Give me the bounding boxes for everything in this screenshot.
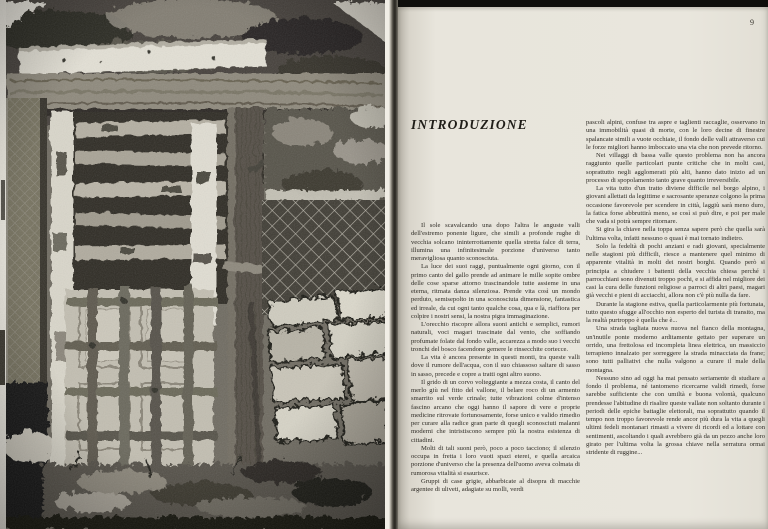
- paragraph: Una strada tagliata nuova nuova nel fianco della montagna, un'inutile ponte moderno arditamente gettato per superare un orrido, una frettolosa ed incompleta linea elettrica, un massiccio terrapieno innalzato per sorreggere la strada minacciata da frane; sono tutti palliativi che nulla valgono a curare il male della montagna.: [586, 325, 765, 374]
- paragraph: Durante la stagione estiva, quella particolarmente più fortunata, tutto questo sfugge all'occhio non esperto del turista di transito, ma la realtà purtroppo è quella che è...: [586, 300, 765, 324]
- page-gutter: [385, 0, 398, 529]
- right-page: [398, 7, 768, 529]
- paragraph: Solo la fedeltà di pochi anziani e radi giovani, specialmente nelle stagioni più difficili, riesce a mantenere quel minimo di apparente vitalità in molti dei nostri borghi. Quando però si principia a chiudere i battenti della vecchia chiesa perché i parrocchiani sono divenuti troppo pochi, e si affida nel migliore dei casi la cura delle funzioni religiose a parroci di altri paesi, magari già vecchi e pieni di acciacchi, allora non c'è più nulla da fare.: [586, 242, 765, 300]
- paragraph: pascoli alpini, confuse tra aspre e taglienti raccaglie, osservano in una immobilità quasi di morte, con le loro decine di finestre spalancate simili a vuote occhiaie, il fondo delle valli attraverso cui le forze migliori hanno imboccato una via che non prevede ritorno.: [586, 119, 765, 151]
- text-column-left: [411, 222, 580, 494]
- paragraph: Si gira la chiave nella toppa senza sapere però che quella sarà l'ultima volta, infatti nessuno o quasi è mai tornato indietro.: [586, 226, 765, 242]
- paragraph: Il grido di un corvo volteggiante a mezza costa, il canto del merlo giù nel fitto del vallone, il belare roco di un armento smarrito sul verde crinale; tutte vibrazioni colme d'intenso fascino arcano che oggi hanno il sapore di vere e proprie medicine ritrovate fortunosamente, forse unico e valido rimedio per curare alla radice gran parte di quegli sconosciuti malanni moderni che intristiscono sempre più la nostra esistenza di cittadini.: [411, 378, 580, 444]
- paragraph: La luce dei suoi raggi, puntualmente ogni giorno, con il primo canto del gallo prende ad animare le mille sopite ombre delle cose sparse attorno trascinandole tutte assieme in una eterna, ritmata danza silenziosa. Prende vita così un mondo perduto, semisepolto in una sconosciuta dimensione, fantastica ed irreale, da cui ogni tanto qualche cosa, qua e là, riaffiora per colpire i nostri sensi, la nostra pigra immaginazione.: [411, 263, 580, 320]
- paragraph: L'orecchio riscopre allora suoni antichi e semplici, rumori naturali, voci magari trascinate dal vento, che soffiando profumate folate dal fondo valle, accarezza a modo suo i vecchi tronchi del bosco facendone gemere le rinsecchite cortecce.: [411, 321, 580, 353]
- paragraph: Nei villaggi di bassa valle questo problema non ha ancora raggiunto quelle particolari punte critiche che in molti casi, soprattutto negli agglomerati più alti, hanno dato inizio ad un processo di spopolamento tanto grave quanto irreversibile.: [586, 152, 765, 184]
- page-number: 9: [750, 18, 754, 27]
- text-column-right: [586, 119, 765, 457]
- paragraph: Molti di tali suoni però, poco a poco tacciono; il silenzio occupa in fretta i loro vuoti spazi eterei, e quella arcaica porzione d'universo che la presenza dell'uomo aveva colmata di rumorosa vitalità si esaurisce.: [411, 444, 580, 477]
- paragraph: La vita tutto d'un tratto diviene difficile nel borgo alpino, i giovani allettati da legittime e sacrosante speranze colgono la prima occasione favorevole per scendere in città, laggiù sarà meno duro, la fatica forse abbruttirà meno, se così si può dire, e poi per male che vada si potrà sempre ritornare.: [586, 185, 765, 225]
- paragraph: Nessuno sino ad oggi ha mai pensato seriamente di studiare a fondo il problema, né tantomeno ricercarne validi rimedi, forse sarebbe sufficiente che con umiltà e buona volontà, qualcuno prendesse l'abitudine di risalire queste vallate non soltanto durante i periodi delle epiche battaglie elettorali, ma soprattutto quando il tempo non troppo favorevole rende ancor più dura la vita a quegli ultimi fedeli montanari rimasti a vivere di ricordi ed a lottare con sentimenti, ascoltando i quali avrebbero già da un pezzo anche loro girato per l'ultima volta la grossa chiave nella serratura ormai stridente di ruggine...: [586, 374, 765, 456]
- paragraph: Gruppi di case grigie, abbarbicate al disopra di macchie argentee di uliveti, adagiate su molli, verdi: [411, 477, 580, 493]
- paragraph: Il sole scavalcando una dopo l'altra le anguste valli dell'estremo ponente ligure, che simili a profonde rughe di vecchia solcano ininterrottamente quella stretta falce di terra, illumina una infinitesimale porzione d'universo tanto meravigliosa quanto sconosciuta.: [411, 222, 580, 262]
- section-title: INTRODUZIONE: [411, 117, 528, 132]
- paragraph: La vita è ancora presente in questi monti, tra queste valli dove il rumore dell'acqua, con il suo chiassoso saltare di sasso in sasso, precede e copre a tratti ogni altro suono.: [411, 354, 580, 378]
